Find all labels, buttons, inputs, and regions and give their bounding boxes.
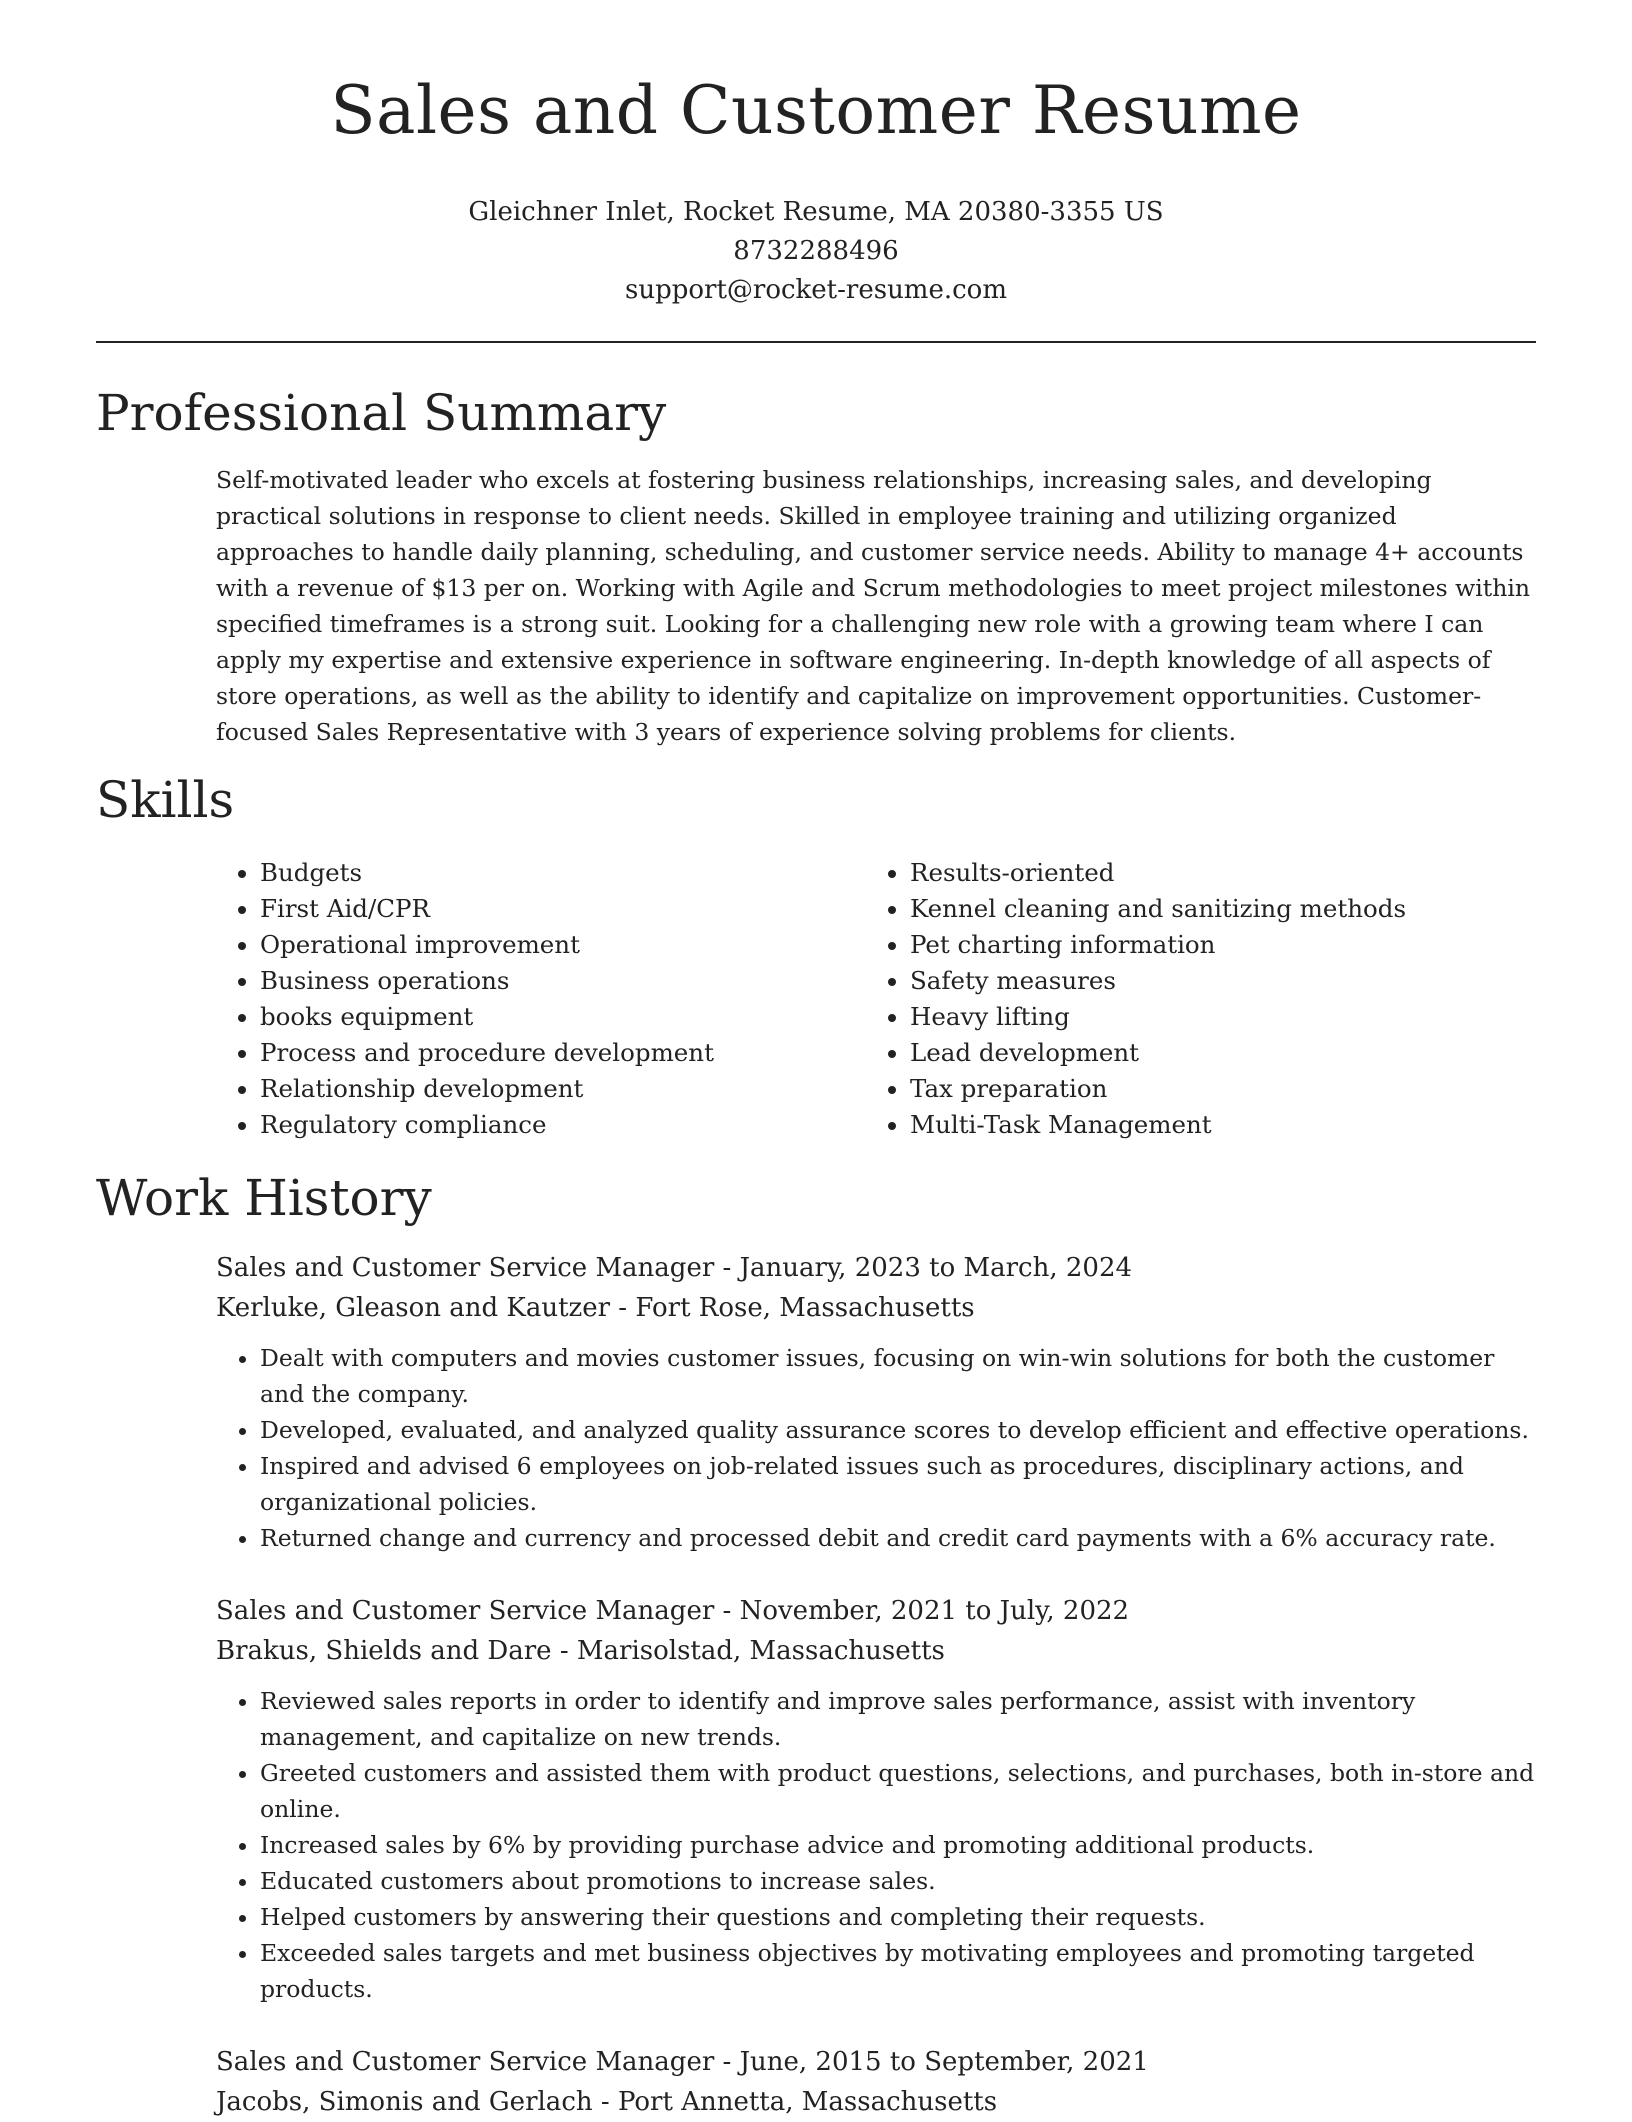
address-text: Gleichner Inlet, Rocket Resume, MA 20380-3355 US [468,197,1164,227]
job-company-line [216,1288,1536,1328]
separator: - [714,1596,740,1626]
contact-block [0,193,1632,310]
skill-item: • Process and procedure development [260,1035,714,1071]
job-company: Jacobs, Simonis and Gerlach [216,2087,593,2117]
job-entry [216,2042,1536,2122]
job-dates: November, 2021 to July, 2022 [739,1596,1130,1626]
job-bullets [216,1683,1536,2007]
skills-heading: Skills [96,771,235,829]
summary-text: Self-motivated leader who excels at fostering business relationships, increasing sales, and developing practical solutions in response to client needs. Skilled in employee training and utilizing organized approaches to handle daily planning, scheduling, and customer service needs. Ability to manage 4+ accounts with a revenue of $13 per on. Working with Agile and Scrum methodologies to meet project milestones within specified timeframes is a strong suit. Looking for a challenging new role with a growing team where I can apply my expertise and extensive experience in software engineering. In-depth knowledge of all aspects of store operations, as well as the ability to identify and capitalize on improvement opportunities. Customer-focused Sales Representative with 3 years of experience solving problems for clients. [216,466,1530,746]
job-bullet: • Inspired and advised 6 employees on job-related issues such as procedures, disciplinary actions, and organizational policies. [260,1448,1536,1520]
job-role: Sales and Customer Service Manager [216,1253,715,1283]
skill-item: • Regulatory compliance [260,1107,714,1143]
job-bullet: • Exceeded sales targets and met business objectives by motivating employees and promoting targeted products. [260,1935,1536,2007]
skill-item: • First Aid/CPR [260,891,714,927]
job-bullet: • Educated customers about promotions to increase sales. [260,1863,1536,1899]
skill-item: • Relationship development [260,1071,714,1107]
job-company: Kerluke, Gleason and Kautzer [216,1293,611,1323]
job-entry [216,1591,1536,2007]
job-role: Sales and Customer Service Manager [216,1596,715,1626]
skill-item: • Lead development [910,1035,1406,1071]
job-location: Port Annetta, Massachusetts [617,2087,998,2117]
skill-item: • Heavy lifting [910,999,1406,1035]
job-bullet: • Reviewed sales reports in order to identify and improve sales performance, assist with inventory management, and capitalize on new trends. [260,1683,1536,1755]
job-dates: January, 2023 to March, 2024 [739,1253,1133,1283]
job-role: Sales and Customer Service Manager [216,2047,715,2077]
phone-text: 8732288496 [733,236,899,266]
job-title-line [216,1591,1536,1631]
job-location: Fort Rose, Massachusetts [635,1293,975,1323]
job-company: Brakus, Shields and Dare [216,1636,552,1666]
skill-item: • books equipment [260,999,714,1035]
separator: - [592,2087,618,2117]
work-history-heading: Work History [96,1169,432,1227]
job-bullets [216,1340,1536,1556]
skill-item: • Results-oriented [910,855,1406,891]
job-entry [216,1248,1536,1556]
job-bullet: • Developed, evaluated, and analyzed quality assurance scores to develop efficient and effective operations. [260,1412,1536,1448]
job-bullet: • Helped customers by answering their questions and completing their requests. [260,1899,1536,1935]
skill-item: • Tax preparation [910,1071,1406,1107]
job-title-line [216,2042,1536,2082]
job-company-line [216,1631,1536,1671]
job-location: Marisolstad, Massachusetts [576,1636,945,1666]
separator: - [714,1253,740,1283]
job-bullet: • Increased sales by 6% by providing purchase advice and promoting additional products. [260,1827,1536,1863]
job-bullet: • Dealt with computers and movies customer issues, focusing on win-win solutions for both the customer and the company. [260,1340,1536,1412]
job-title-line [216,1248,1536,1288]
skill-item: • Business operations [260,963,714,999]
summary-heading: Professional Summary [96,384,667,442]
job-bullet: • Greeted customers and assisted them with product questions, selections, and purchases, both in-store and online. [260,1755,1536,1827]
job-company-line [216,2082,1536,2122]
job-dates: June, 2015 to September, 2021 [739,2047,1149,2077]
skill-item: • Multi-Task Management [910,1107,1406,1143]
skill-item: • Operational improvement [260,927,714,963]
header-divider [96,341,1536,343]
separator: - [610,1293,636,1323]
job-bullet: • Returned change and currency and processed debit and credit card payments with a 6% accuracy rate. [260,1520,1536,1556]
skill-item: • Pet charting information [910,927,1406,963]
skill-item: • Kennel cleaning and sanitizing methods [910,891,1406,927]
skill-item: • Safety measures [910,963,1406,999]
separator: - [714,2047,740,2077]
resume-title: Sales and Customer Resume [330,72,1302,149]
skills-column-left [216,855,714,1143]
skills-column-right [866,855,1406,1143]
separator: - [551,1636,577,1666]
skill-item: • Budgets [260,855,714,891]
email-text: support@rocket-resume.com [624,275,1007,305]
